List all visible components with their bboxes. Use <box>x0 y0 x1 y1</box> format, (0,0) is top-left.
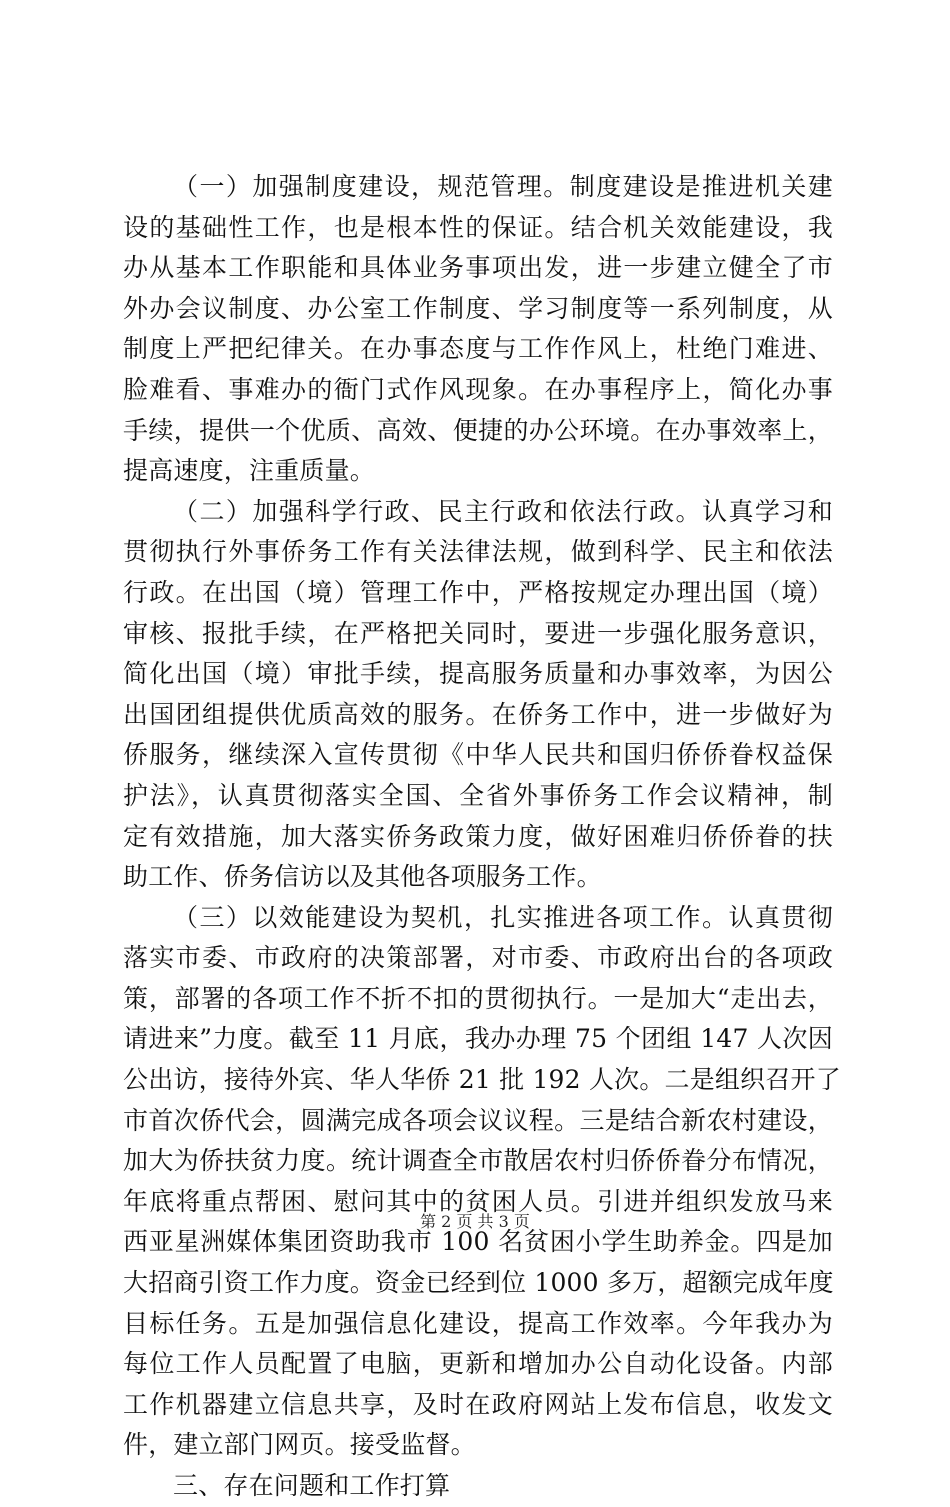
paragraph-3-line: 加大为侨扶贫力度。统计调查全市散居农村归侨侨眷分布情况， <box>123 1146 833 1176</box>
paragraph-1-line: 办从基本工作职能和具体业务事项出发，进一步建立健全了市 <box>123 253 833 283</box>
paragraph-2-line: 定有效措施，加大落实侨务政策力度，做好困难归侨侨眷的扶 <box>123 821 833 851</box>
paragraph-2-line: 行政。在出国（境）管理工作中，严格按规定办理出国（境） <box>123 577 833 607</box>
paragraph-2-line: 护法》，认真贯彻落实全国、全省外事侨务工作会议精神，制 <box>123 780 833 810</box>
paragraph-3-line: 工作机器建立信息共享，及时在政府网站上发布信息，收发文 <box>123 1389 833 1419</box>
paragraph-3-line: 年底将重点帮困、慰问其中的贫困人员。引进并组织发放马来 <box>123 1186 833 1216</box>
paragraph-2-line: 审核、报批手续，在严格把关同时，要进一步强化服务意识， <box>123 618 833 648</box>
paragraph-1-line: 提高速度，注重质量。 <box>123 456 376 486</box>
paragraph-3-line: 策，部署的各项工作不折不扣的贯彻执行。一是加大“走出去， <box>123 983 833 1013</box>
section-heading: 三、存在问题和工作打算 <box>173 1471 451 1500</box>
paragraph-3-line: （三）以效能建设为契机，扎实推进各项工作。认真贯彻 <box>173 902 833 932</box>
paragraph-3-line: 公出访，接待外宾、华人华侨 21 批 192 人次。二是组织召开了 <box>123 1065 841 1095</box>
paragraph-2-line: 简化出国（境）审批手续，提高服务质量和办事效率，为因公 <box>123 659 833 689</box>
paragraph-2-line: （二）加强科学行政、民主行政和依法行政。认真学习和 <box>173 496 833 526</box>
paragraph-3-line: 市首次侨代会，圆满完成各项会议议程。三是结合新农村建设， <box>123 1105 833 1135</box>
paragraph-3-line: 西亚星洲媒体集团资助我市 100 名贫困小学生助养金。四是加 <box>123 1227 833 1257</box>
page-number-footer: 第 2 页 共 3 页 <box>420 1212 530 1231</box>
paragraph-3-line: 每位工作人员配置了电脑，更新和增加办公自动化设备。内部 <box>123 1349 833 1379</box>
paragraph-2-line: 侨服务，继续深入宣传贯彻《中华人民共和国归侨侨眷权益保 <box>123 740 833 770</box>
paragraph-1-line: 外办会议制度、办公室工作制度、学习制度等一系列制度，从 <box>123 293 833 323</box>
paragraph-2-line: 贯彻执行外事侨务工作有关法律法规，做到科学、民主和依法 <box>123 537 833 567</box>
paragraph-3-line: 件，建立部门网页。接受监督。 <box>123 1430 476 1460</box>
paragraph-2-line: 出国团组提供优质高效的服务。在侨务工作中，进一步做好为 <box>123 699 833 729</box>
paragraph-1-line: 手续，提供一个优质、高效、便捷的办公环境。在办事效率上， <box>123 415 833 445</box>
paragraph-3-line: 落实市委、市政府的决策部署，对市委、市政府出台的各项政 <box>123 943 833 973</box>
paragraph-1-line: （一）加强制度建设，规范管理。制度建设是推进机关建 <box>173 172 833 201</box>
paragraph-3-line: 大招商引资工作力度。资金已经到位 1000 多万，超额完成年度 <box>123 1268 834 1298</box>
paragraph-3-line: 请进来”力度。截至 11 月底，我办办理 75 个团组 147 人次因 <box>123 1024 833 1054</box>
paragraph-3-line: 目标任务。五是加强信息化建设，提高工作效率。今年我办为 <box>123 1308 833 1338</box>
paragraph-2-line: 助工作、侨务信访以及其他各项服务工作。 <box>123 862 602 892</box>
paragraph-1-line: 脸难看、事难办的衙门式作风现象。在办事程序上，简化办事 <box>123 374 833 404</box>
paragraph-1-line: 设的基础性工作，也是根本性的保证。结合机关效能建设，我 <box>123 212 833 242</box>
document-body <box>123 167 841 1507</box>
paragraph-1-line: 制度上严把纪律关。在办事态度与工作作风上，杜绝门难进、 <box>123 334 833 364</box>
